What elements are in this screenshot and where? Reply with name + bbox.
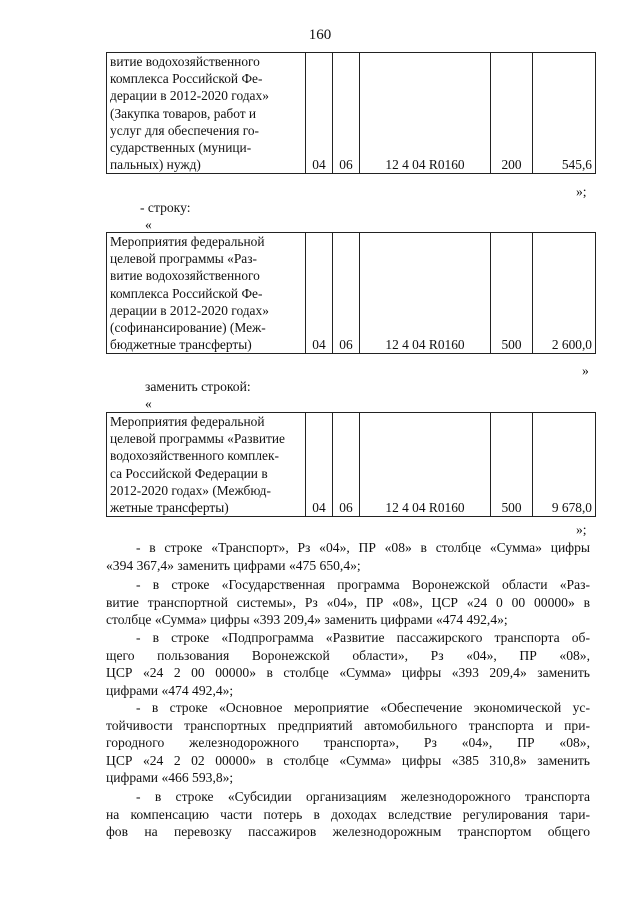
closing-quote: »; (576, 522, 587, 537)
opening-quote: « (145, 396, 152, 411)
row-name-line: Мероприятия федеральной (110, 414, 265, 429)
row-name-line: целевой программы «Раз- (110, 251, 257, 267)
amendment-paragraph (106, 576, 590, 629)
row-name-line: водохозяйственного комплек- (110, 448, 279, 464)
paragraph-line: городного железнодорожного транспорта», Рз «04», ПР «08», (106, 735, 590, 751)
vr-cell: 500 (491, 233, 533, 354)
paragraph-line: на компенсацию части потерь в доходах вследствие регулирования тари- (106, 806, 590, 822)
replace-instruction: заменить строкой: (145, 379, 251, 394)
row-name-line: целевой программы «Развитие (110, 431, 285, 447)
amendment-paragraph (106, 699, 590, 787)
budget-table-new-row (106, 412, 596, 517)
paragraph-line: - в строке «Основное мероприятие «Обеспечение экономической ус- (136, 700, 590, 715)
row-name-cell (107, 53, 306, 174)
sum-cell: 545,6 (533, 53, 596, 174)
paragraph-line: витие транспортной системы», Рз «04», ПР «08», ЦСР «24 0 00 00000» в (106, 594, 590, 610)
pr-cell: 06 (333, 413, 360, 517)
paragraph-line: цифрами «474 492,4»; (106, 682, 234, 698)
paragraph-line: фов на перевозку пассажиров железнодорожным транспортом общего (106, 824, 590, 840)
paragraph-line: «394 367,4» заменить цифрами «475 650,4»; (106, 557, 361, 573)
opening-quote: « (145, 217, 152, 232)
paragraph-line: столбце «Сумма» цифры «393 209,4» заменить цифрами «474 492,4»; (106, 612, 508, 628)
paragraph-line: ЦСР «24 2 00 00000» в столбце «Сумма» цифры «393 209,4» заменить (106, 665, 590, 681)
amendment-paragraph (106, 539, 590, 574)
sum-cell: 9 678,0 (533, 413, 596, 517)
paragraph-line: ЦСР «24 2 02 00000» в столбце «Сумма» цифры «385 310,8» заменить (106, 752, 590, 768)
row-instruction: - строку: (140, 200, 191, 215)
table-row (107, 53, 596, 174)
table-row (107, 413, 596, 517)
paragraph-line: - в строке «Подпрограмма «Развитие пассажирского транспорта об- (136, 630, 590, 645)
rz-cell: 04 (306, 233, 333, 354)
sum-cell: 2 600,0 (533, 233, 596, 354)
csr-cell: 12 4 04 R0160 (360, 53, 491, 174)
paragraph-line: - в строке «Транспорт», Рз «04», ПР «08» в столбце «Сумма» цифры (136, 540, 590, 555)
closing-quote: » (582, 363, 589, 378)
row-name-line: Мероприятия федеральной (110, 234, 265, 249)
row-name-line: пальных) нужд) (110, 157, 201, 173)
row-name-line: (Закупка товаров, работ и (110, 105, 257, 121)
paragraph-line: - в строке «Государственная программа Воронежской области «Раз- (136, 577, 590, 592)
row-name-line: витие водохозяйственного (110, 268, 260, 284)
rz-cell: 04 (306, 53, 333, 174)
row-name-line: 2012-2020 годах» (Межбюд- (110, 482, 271, 498)
row-name-line: (софинансирование) (Меж- (110, 320, 266, 336)
row-name-line: дерации в 2012-2020 годах» (110, 88, 269, 104)
page-number: 160 (308, 27, 332, 43)
row-name-cell (107, 413, 306, 517)
row-name-line: дерации в 2012-2020 годах» (110, 302, 269, 318)
row-name-line: комплекса Российской Фе- (110, 71, 263, 87)
row-name-line: жетные трансферты) (110, 500, 229, 516)
row-name-line: са Российской Федерации в (110, 465, 268, 481)
paragraph-line: щего пользования Воронежской области», Рз «04», ПР «08», (106, 647, 590, 663)
pr-cell: 06 (333, 233, 360, 354)
rz-cell: 04 (306, 413, 333, 517)
paragraph-line: цифрами «466 593,8»; (106, 770, 234, 786)
amendment-paragraph (106, 788, 590, 841)
row-name-line: услуг для обеспечения го- (110, 122, 260, 138)
budget-table-old-row (106, 232, 596, 354)
vr-cell: 500 (491, 413, 533, 517)
row-name-line: витие водохозяйственного (110, 54, 260, 69)
row-name-line: комплекса Российской Фе- (110, 285, 263, 301)
paragraph-line: - в строке «Субсидии организациям железнодорожного транспорта (136, 789, 590, 804)
row-name-line: сударственных (муници- (110, 140, 252, 156)
budget-table-continued (106, 52, 596, 174)
vr-cell: 200 (491, 53, 533, 174)
csr-cell: 12 4 04 R0160 (360, 413, 491, 517)
closing-quote: »; (576, 184, 587, 199)
csr-cell: 12 4 04 R0160 (360, 233, 491, 354)
pr-cell: 06 (333, 53, 360, 174)
row-name-cell (107, 233, 306, 354)
table-row (107, 233, 596, 354)
amendment-paragraph (106, 629, 590, 699)
row-name-line: бюджетные трансферты) (110, 337, 252, 353)
paragraph-line: тойчивости транспортных предприятий автомобильного транспорта и при- (106, 717, 590, 733)
